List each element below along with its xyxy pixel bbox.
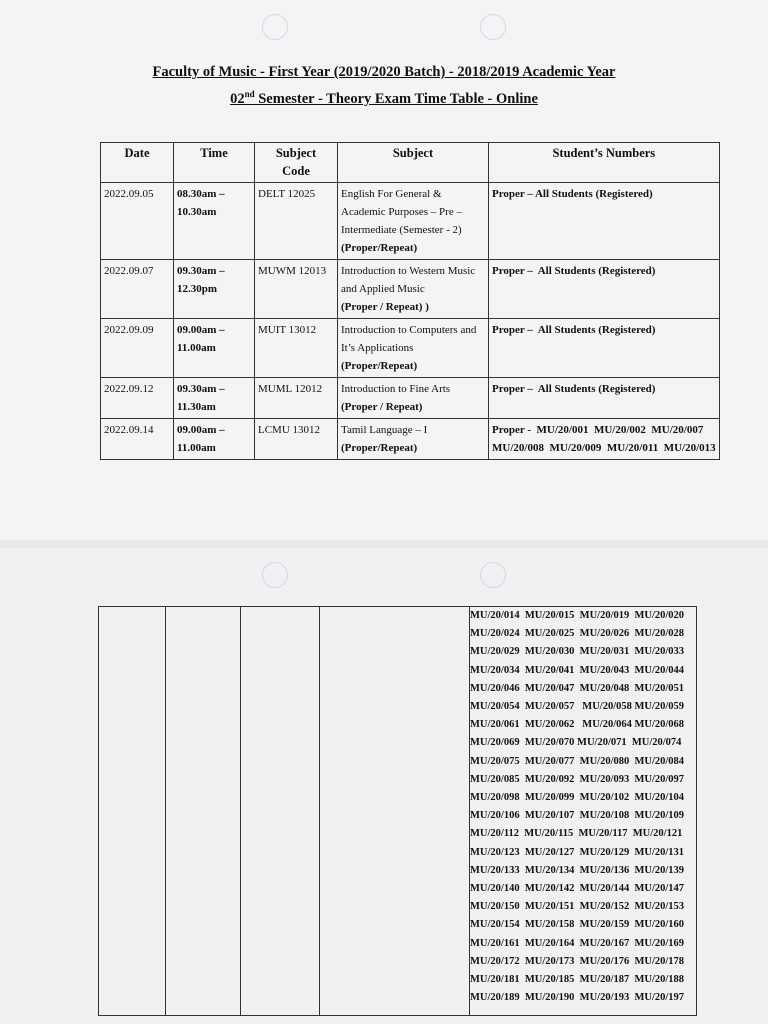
row-subject-tag: (Proper/Repeat) bbox=[341, 242, 418, 254]
row-date: 2022.09.12 bbox=[101, 378, 174, 419]
row-time-end: 11.00am bbox=[177, 342, 216, 354]
row-student-numbers-line: Proper – All Students (Registered) bbox=[492, 265, 656, 277]
row-time bbox=[174, 183, 255, 260]
row-time-start: 09.30am – bbox=[177, 265, 225, 277]
row-subject-code: DELT 12025 bbox=[255, 183, 338, 260]
row-subject-line: Academic Purposes – Pre – bbox=[341, 206, 462, 218]
student-number-line: MU/20/054 MU/20/057 MU/20/058 MU/20/059 bbox=[470, 701, 685, 713]
student-number-line: MU/20/075 MU/20/077 MU/20/080 MU/20/084 bbox=[470, 755, 685, 767]
student-number-line: MU/20/069 MU/20/070 MU/20/071 MU/20/074 bbox=[470, 737, 682, 749]
student-number-line: MU/20/098 MU/20/099 MU/20/102 MU/20/104 bbox=[470, 792, 685, 804]
row-date: 2022.09.14 bbox=[101, 419, 174, 460]
row-time bbox=[174, 319, 255, 378]
row-subject-tag: (Proper/Repeat) bbox=[341, 360, 418, 372]
row-time bbox=[174, 260, 255, 319]
continuation-row bbox=[99, 607, 697, 1016]
row-subject-code: MUIT 13012 bbox=[255, 319, 338, 378]
header-time: Time bbox=[174, 143, 255, 183]
row-subject-tag: (Proper/Repeat) bbox=[341, 442, 418, 454]
row-student-numbers bbox=[489, 183, 720, 260]
student-number-line: MU/20/172 MU/20/173 MU/20/176 MU/20/178 bbox=[470, 955, 685, 967]
student-number-line: MU/20/150 MU/20/151 MU/20/152 MU/20/153 bbox=[470, 901, 685, 913]
timetable-row bbox=[101, 419, 720, 460]
row-subject bbox=[338, 260, 489, 319]
timetable-row bbox=[101, 319, 720, 378]
header-subject: Subject bbox=[338, 143, 489, 183]
punch-hole-mark bbox=[262, 562, 288, 588]
student-number-line: MU/20/085 MU/20/092 MU/20/093 MU/20/097 bbox=[470, 773, 685, 785]
row-student-numbers bbox=[489, 319, 720, 378]
row-subject bbox=[338, 319, 489, 378]
timetable-row bbox=[101, 260, 720, 319]
continuation-subject-cell bbox=[320, 607, 470, 1016]
continuation-time-cell bbox=[166, 607, 241, 1016]
row-subject-line: Introduction to Computers and bbox=[341, 324, 477, 336]
row-student-numbers bbox=[489, 378, 720, 419]
student-number-line: MU/20/029 MU/20/030 MU/20/031 MU/20/033 bbox=[470, 646, 685, 658]
student-number-line: MU/20/161 MU/20/164 MU/20/167 MU/20/169 bbox=[470, 937, 685, 949]
student-number-line: MU/20/106 MU/20/107 MU/20/108 MU/20/109 bbox=[470, 810, 685, 822]
student-number-line: MU/20/181 MU/20/185 MU/20/187 MU/20/188 bbox=[470, 974, 685, 986]
row-date: 2022.09.05 bbox=[101, 183, 174, 260]
student-number-line: MU/20/189 MU/20/190 MU/20/193 MU/20/197 bbox=[470, 992, 685, 1004]
timetable-row bbox=[101, 378, 720, 419]
row-subject-line: Intermediate (Semester - 2) bbox=[341, 224, 462, 236]
student-number-line: MU/20/140 MU/20/142 MU/20/144 MU/20/147 bbox=[470, 883, 685, 895]
row-subject-tag: (Proper / Repeat) bbox=[341, 401, 423, 413]
student-numbers-continuation-table bbox=[98, 606, 697, 1016]
exam-timetable bbox=[100, 142, 720, 460]
row-student-numbers bbox=[489, 419, 720, 460]
row-subject bbox=[338, 419, 489, 460]
row-time-start: 09.30am – bbox=[177, 383, 225, 395]
document-subtitle: 02nd Semester - Theory Exam Time Table - Online bbox=[230, 89, 538, 107]
student-number-line: MU/20/154 MU/20/158 MU/20/159 MU/20/160 bbox=[470, 919, 685, 931]
row-student-numbers-line: Proper – All Students (Registered) bbox=[492, 383, 656, 395]
row-date: 2022.09.07 bbox=[101, 260, 174, 319]
row-subject-line: Introduction to Fine Arts bbox=[341, 383, 451, 395]
continuation-student-numbers-cell bbox=[470, 607, 697, 1016]
student-number-line: MU/20/014 MU/20/015 MU/20/019 MU/20/020 bbox=[470, 610, 685, 621]
punch-hole-mark bbox=[480, 562, 506, 588]
row-time-start: 09.00am – bbox=[177, 424, 225, 436]
row-student-numbers-line: MU/20/008 MU/20/009 MU/20/011 MU/20/013 bbox=[492, 442, 716, 454]
row-time-start: 09.00am – bbox=[177, 324, 225, 336]
row-student-numbers-line: Proper – All Students (Registered) bbox=[492, 324, 656, 336]
row-subject-code: MUWM 12013 bbox=[255, 260, 338, 319]
continuation-date-cell bbox=[99, 607, 166, 1016]
row-subject-line: Tamil Language – I bbox=[341, 424, 428, 436]
row-time-end: 12.30pm bbox=[177, 283, 218, 295]
student-number-line: MU/20/024 MU/20/025 MU/20/026 MU/20/028 bbox=[470, 628, 685, 640]
row-time bbox=[174, 419, 255, 460]
punch-hole-mark bbox=[262, 14, 288, 40]
row-student-numbers bbox=[489, 260, 720, 319]
header-subject-code: Subject Code bbox=[255, 143, 338, 183]
row-subject-line: English For General & bbox=[341, 188, 442, 200]
row-student-numbers-line: Proper – All Students (Registered) bbox=[492, 188, 653, 200]
row-time-end: 11.30am bbox=[177, 401, 216, 413]
student-number-line: MU/20/112 MU/20/115 MU/20/117 MU/20/121 bbox=[470, 828, 683, 840]
row-subject-line: Introduction to Western Music bbox=[341, 265, 476, 277]
timetable-row bbox=[101, 183, 720, 260]
row-subject-line: It’s Applications bbox=[341, 342, 414, 354]
timetable-header-row bbox=[101, 143, 720, 183]
row-time bbox=[174, 378, 255, 419]
row-subject-code: LCMU 13012 bbox=[255, 419, 338, 460]
punch-hole-mark bbox=[480, 14, 506, 40]
row-time-end: 10.30am bbox=[177, 206, 217, 218]
continuation-code-cell bbox=[241, 607, 320, 1016]
student-number-line: MU/20/046 MU/20/047 MU/20/048 MU/20/051 bbox=[470, 682, 685, 694]
row-time-start: 08.30am – bbox=[177, 188, 225, 200]
row-subject-tag: (Proper / Repeat) ) bbox=[341, 301, 429, 313]
header-date: Date bbox=[101, 143, 174, 183]
row-subject bbox=[338, 183, 489, 260]
row-date: 2022.09.09 bbox=[101, 319, 174, 378]
document-title: Faculty of Music - First Year (2019/2020 Batch) - 2018/2019 Academic Year bbox=[152, 64, 616, 80]
row-subject-line: and Applied Music bbox=[341, 283, 425, 295]
header-student-numbers: Student’s Numbers bbox=[489, 143, 720, 183]
student-number-line: MU/20/034 MU/20/041 MU/20/043 MU/20/044 bbox=[470, 664, 685, 676]
student-number-line: MU/20/133 MU/20/134 MU/20/136 MU/20/139 bbox=[470, 864, 685, 876]
row-student-numbers-line: Proper - MU/20/001 MU/20/002 MU/20/007 bbox=[492, 424, 704, 436]
student-number-line: MU/20/123 MU/20/127 MU/20/129 MU/20/131 bbox=[470, 846, 685, 858]
student-number-line: MU/20/061 MU/20/062 MU/20/064 MU/20/068 bbox=[470, 719, 685, 731]
row-subject bbox=[338, 378, 489, 419]
row-time-end: 11.00am bbox=[177, 442, 216, 454]
row-subject-code: MUML 12012 bbox=[255, 378, 338, 419]
